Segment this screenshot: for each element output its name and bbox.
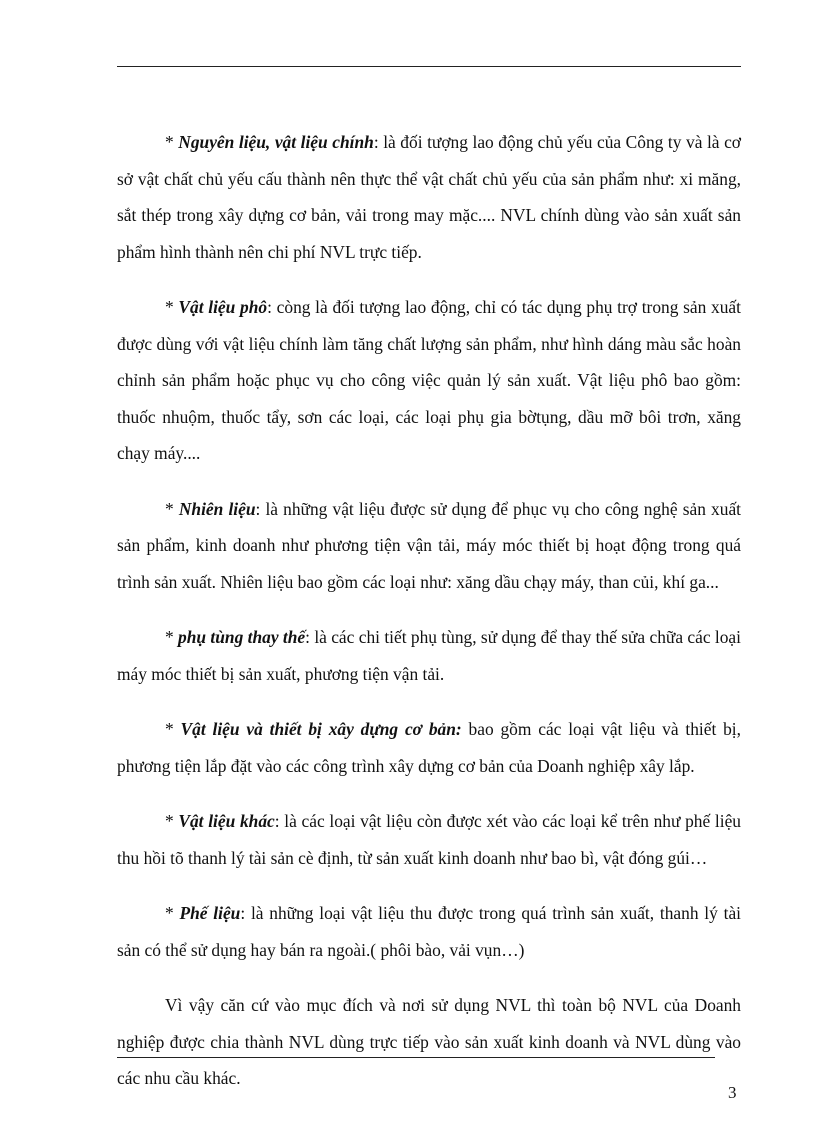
paragraph-vat-lieu-khac [117,803,741,876]
paragraph-nguyen-lieu-chinh [117,124,741,270]
bullet-marker: * [165,132,179,152]
paragraph-text: : là các chi tiết phụ tùng, sử dụng để thay thế sửa chữa các loại máy móc thiết bị sản xuất, phương tiện vận tải. [117,627,741,684]
bullet-marker: * [165,903,180,923]
bullet-marker: * [165,811,179,831]
paragraph-phu-tung-thay-the [117,619,741,692]
document-body [117,124,741,1097]
paragraph-text: : là các loại vật liệu còn được xét vào các loại kể trên như phế liệu thu hồi tõ thanh lý tài sản cè định, từ sản xuất kinh doanh như bao bì, vật đóng gúi… [117,811,741,868]
term-phu-tung-thay-the: phụ tùng thay thế [178,627,306,647]
paragraph-text: : là những vật liệu được sử dụng để phục vụ cho công nghệ sản xuất sản phẩm, kinh doanh như phương tiện vận tải, máy móc thiết bị hoạt động trong quá trình sản xuất. Nhiên liệu bao gồm các loại như: xăng dầu chạy máy, than củi, khí ga... [117,498,742,592]
paragraph-vat-lieu-phu [117,289,741,472]
paragraph-text: : là những loại vật liệu thu được trong quá trình sản xuất, thanh lý tài sản có thể sử dụng hay bán ra ngoài.( phôi bào, vải vụn…) [117,903,741,960]
paragraph-vat-lieu-xay-dung [117,711,741,784]
footer-rule [117,1057,715,1058]
paragraph-text: : còng là đối tượng lao động, chỉ có tác dụng phụ trợ trong sản xuất được dùng với vật liệu chính làm tăng chất lượng sản phẩm, như hình dáng màu sắc hoàn chỉnh sản phẩm hoặc phục vụ cho công việc quản lý sản xuất. Vật liệu phô bao gồm: thuốc nhuộm, thuốc tẩy, sơn các loại, các loại phụ gia bờtụng, dầu mỡ bôi trơn, xăng chạy máy.... [117,297,741,463]
term-vat-lieu-khac: Vật liệu khác [178,811,275,831]
page-number: 3 [728,1083,737,1102]
paragraph-conclusion [117,987,741,1097]
paragraph-phe-lieu [117,895,741,968]
term-nguyen-lieu-chinh: Nguyên liệu, vật liệu chính [178,132,374,152]
paragraph-text: bao gồm các loại vật liệu và thiết bị, phương tiện lắp đặt vào các công trình xây dựng cơ bản của Doanh nghiệp xây lắp. [117,719,741,776]
term-nhien-lieu: Nhiên liệu [178,498,256,519]
bullet-marker: * [165,297,179,317]
term-phe-lieu: Phế liệu [179,903,241,923]
paragraph-nhien-lieu [117,491,741,601]
bullet-marker: * [165,498,179,519]
term-vat-lieu-xay-dung: Vật liệu và thiết bị xây dựng cơ bản: [180,719,462,739]
bullet-marker: * [165,627,179,647]
term-vat-lieu-phu: Vật liệu phô [178,297,268,317]
paragraph-text: Vì vậy căn cứ vào mục đích và nơi sử dụng NVL thì toàn bộ NVL của Doanh nghiệp được chia thành NVL dùng trực tiếp vào sản xuất kinh doanh và NVL dùng vào các nhu cầu khác. [117,995,741,1088]
header-rule [117,66,741,67]
bullet-marker: * [165,719,181,739]
paragraph-text: : là đối tượng lao động chủ yếu của Công ty và là cơ sở vật chất chủ yếu cấu thành nên thực thể vật chất chủ yếu của sản phẩm như: xi măng, sắt thép trong xây dựng cơ bản, vải trong may mặc.... NVL chính dùng vào sản xuất sản phẩm hình thành nên chi phí NVL trực tiếp. [117,132,741,262]
